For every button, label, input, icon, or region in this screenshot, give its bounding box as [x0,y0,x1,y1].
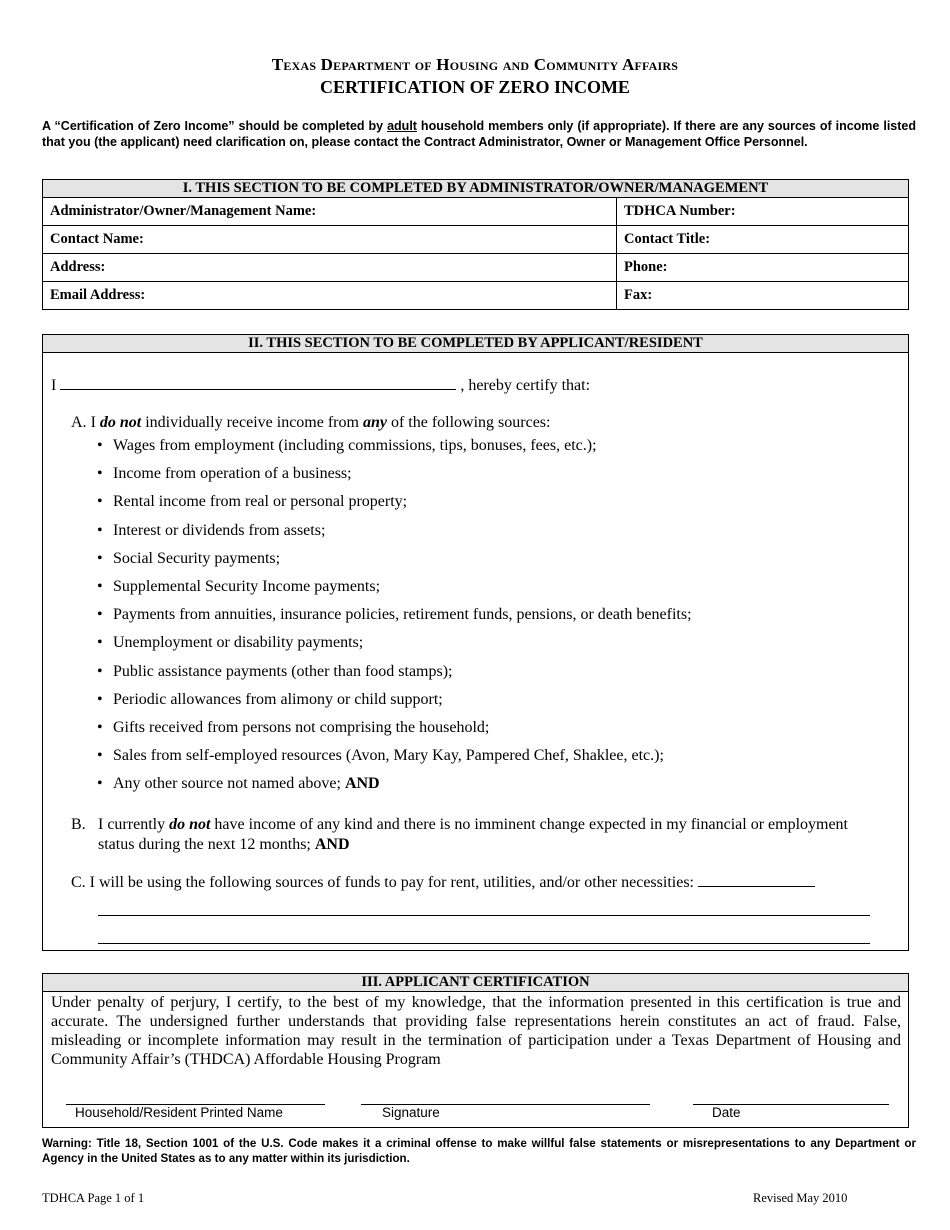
page-number: TDHCA Page 1 of 1 [42,1191,145,1205]
item-b-label: B. [71,816,86,833]
last-source-text: Any other source not named above; [113,775,341,793]
item-c [71,872,815,892]
funds-source-line-2[interactable] [98,943,870,944]
funds-source-line-1[interactable] [98,915,870,916]
list-item: • Social Security payments; [97,548,692,576]
list-item: • Gifts received from persons not comprising the household; [97,717,692,745]
phone-field[interactable]: Phone: [617,254,909,282]
item-a [71,414,550,432]
intro-underlined-word: adult [387,119,417,133]
intro-text-before: A “Certification of Zero Income” should be completed by [42,119,388,133]
item-b-pre: I currently [98,816,170,833]
list-item: • Public assistance payments (other than food stamps); [97,661,692,689]
and-word: AND [344,775,380,793]
printed-name-label: Household/Resident Printed Name [75,1105,283,1120]
section1-title: I. THIS SECTION TO BE COMPLETED BY ADMINISTRATOR/OWNER/MANAGEMENT [43,180,909,198]
item-a-do-not: do not [99,414,142,431]
item-a-mid: individually receive income from [141,414,363,431]
section2-title: II. THIS SECTION TO BE COMPLETED BY APPLICANT/RESIDENT [43,335,908,353]
section3-title: III. APPLICANT CERTIFICATION [43,974,908,992]
list-item: • Unemployment or disability payments; [97,632,692,660]
item-b-do-not: do not [169,816,211,833]
applicant-name-blank[interactable] [60,375,456,390]
certification-statement: Under penalty of perjury, I certify, to the best of my knowledge, that the information presented in this certification is true and accurate. The undersigned further understands that providing false representations herein constitutes an act of fraud. False, misleading or incomplete information may result in the termination of participation under a Texas Department of Housing and Community Affair’s (THDCA) Affordable Housing Program [51,994,901,1068]
funds-source-blank[interactable] [698,872,815,887]
table-row [43,282,909,310]
revision-date: Revised May 2010 [753,1191,848,1205]
item-a-post: of the following sources: [386,414,551,431]
item-b-post: have income of any kind and there is no imminent change expected in my financial or employment status during the next 12 months; [98,816,848,853]
item-a-label: A. [71,414,87,431]
certify-line [51,375,590,395]
income-sources-list [97,435,692,801]
item-c-label: C. [71,874,86,891]
fax-field[interactable]: Fax: [617,282,909,310]
certify-suffix: , hereby certify that: [460,377,591,394]
intro-text-after: household members only (if appropriate). If there are any sources of income listed that you (the applicant) need clarification on, please contact the Contract Administrator, Owner or Management Office Personnel. [42,119,916,149]
item-c-text: I will be using the following sources of funds to pay for rent, utilities, and/or other necessities: [89,874,694,891]
table-row [43,198,909,226]
contact-name-field[interactable]: Contact Name: [43,226,617,254]
item-b-and: AND [314,836,350,853]
list-item: • Payments from annuities, insurance policies, retirement funds, pensions, or death benefits; [97,604,692,632]
contact-title-field[interactable]: Contact Title: [617,226,909,254]
item-a-pre: I [90,414,100,431]
list-item: • Periodic allowances from alimony or child support; [97,689,692,717]
list-item [97,773,692,801]
address-field[interactable]: Address: [43,254,617,282]
admin-name-field[interactable]: Administrator/Owner/Management Name: [43,198,617,226]
table-row [43,254,909,282]
signature-label: Signature [382,1105,440,1120]
list-item: • Interest or dividends from assets; [97,520,692,548]
list-item: • Wages from employment (including commissions, tips, bonuses, fees, etc.); [97,435,692,463]
section2-box [42,334,909,951]
agency-name: Texas Department of Housing and Community Affairs [271,55,679,74]
list-item: • Supplemental Security Income payments; [97,576,692,604]
form-title: CERTIFICATION OF ZERO INCOME [320,77,630,97]
list-item: • Rental income from real or personal property; [97,491,692,519]
intro-paragraph [42,119,916,150]
date-label: Date [712,1105,741,1120]
email-address-field[interactable]: Email Address: [43,282,617,310]
item-b-text [98,815,878,855]
list-item: • Income from operation of a business; [97,463,692,491]
list-item: • Sales from self-employed resources (Avon, Mary Kay, Pampered Chef, Shaklee, etc.); [97,745,692,773]
warning-text: Warning: Title 18, Section 1001 of the U.S. Code makes it a criminal offense to make willful false statements or misrepresentations to any Department or Agency in the United States as to any matter within its jurisdiction. [42,1137,916,1165]
section1-table [42,179,909,310]
item-a-any: any [362,414,387,431]
certify-prefix: I [51,377,57,394]
table-row [43,226,909,254]
tdhca-number-field[interactable]: TDHCA Number: [617,198,909,226]
